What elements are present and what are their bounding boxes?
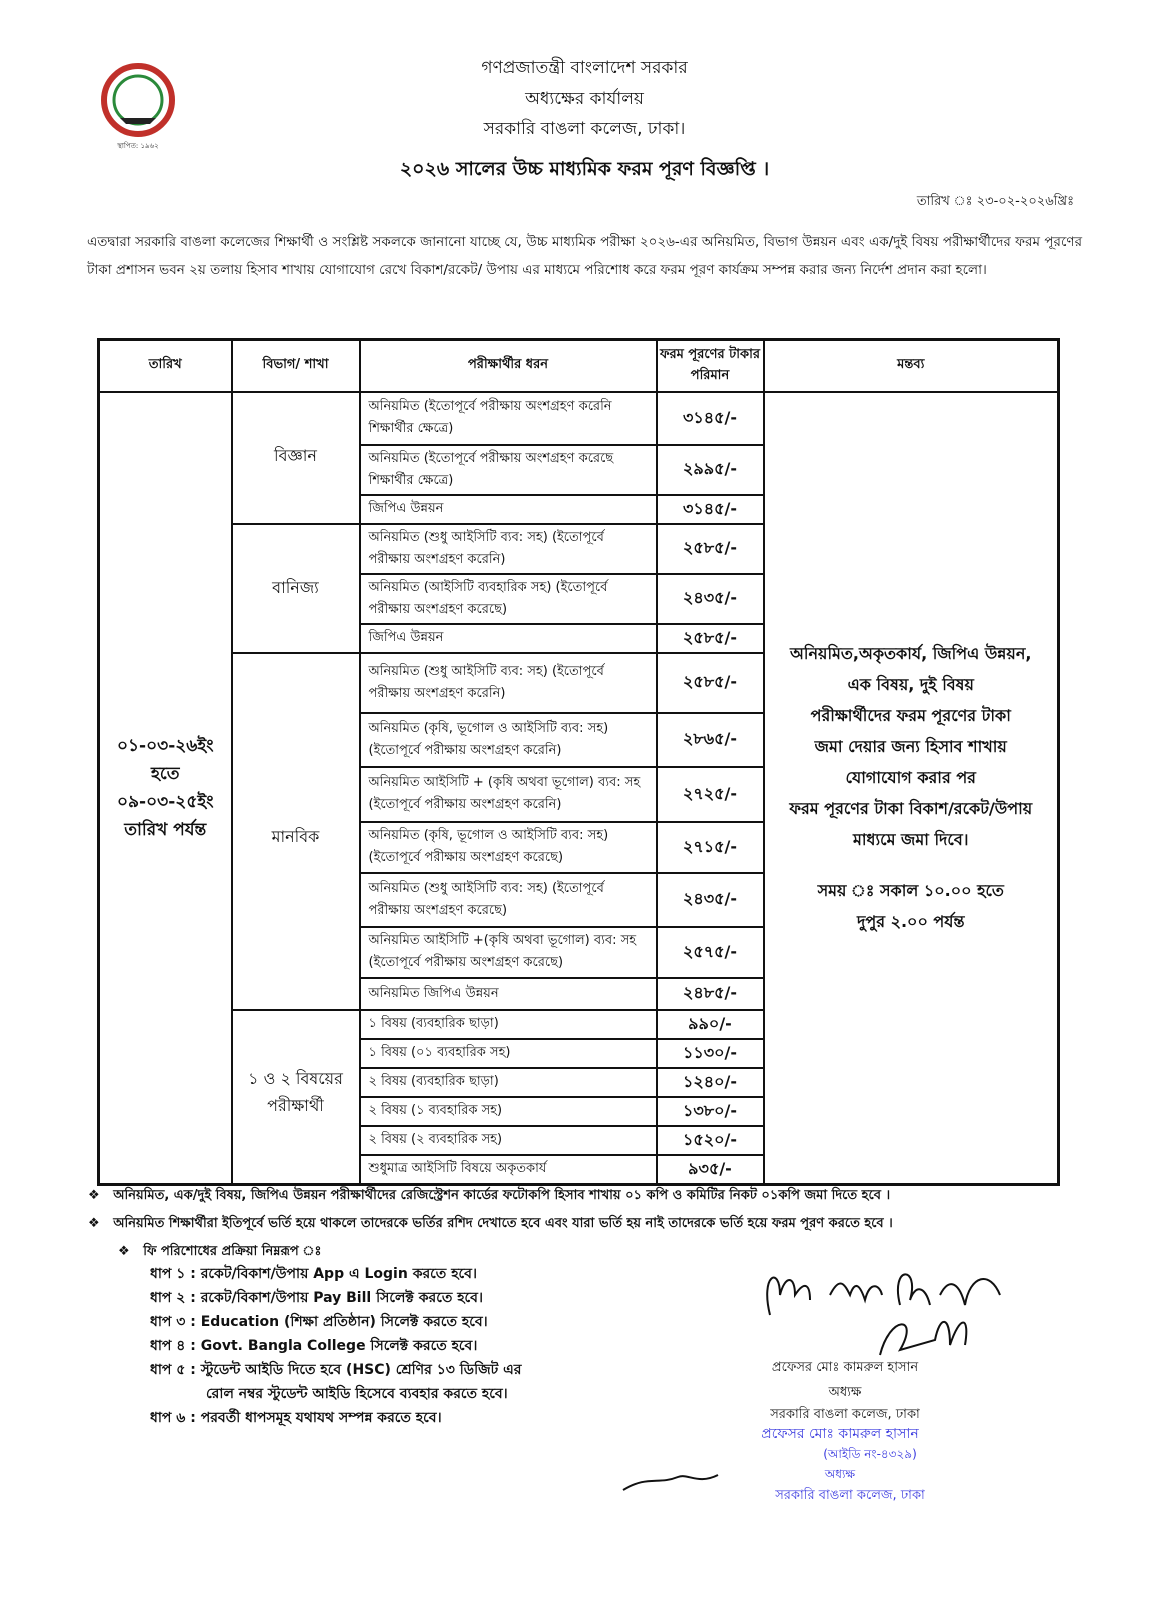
- official-stamp: [720, 1422, 960, 1507]
- college-header: সরকারি বাঙলা কলেজ, ঢাকা।: [483, 119, 686, 139]
- step: ধাপ ৩ : Education (শিক্ষা প্রতিষ্ঠান) সিলেক্ট করতে হবে।: [150, 1314, 488, 1330]
- svg-text:স্থাপিত: ১৯৬২: স্থাপিত: ১৯৬২: [117, 142, 159, 150]
- remark-line: পরীক্ষার্থীদের ফরম পূরণের টাকা: [810, 706, 1011, 725]
- remark-line: এক বিষয়, দুই বিষয়: [847, 675, 974, 694]
- amount-cell: ১২৪০/-: [657, 1068, 764, 1097]
- date-line: ০১-০৩-২৬ইং: [116, 735, 214, 756]
- examinee-type-cell: অনিয়মিত আইসিটি + (কৃষি অথবা ভূগোল) ব্যব: সহ (ইতোপূর্বে পরীক্ষায় অংশগ্রহণ করেনি): [360, 767, 657, 822]
- examinee-type-cell: অনিয়মিত (আইসিটি ব্যবহারিক সহ) (ইতোপূর্বে পরীক্ষায় অংশগ্রহণ করেছে): [360, 574, 657, 624]
- remark-line: মাধ্যমে জমা দিবে।: [853, 830, 969, 849]
- step: ধাপ ১ : রকেট/বিকাশ/উপায় App এ Login করতে হবে।: [150, 1266, 477, 1282]
- amount-cell: ২৫৭৫/-: [657, 927, 764, 978]
- examinee-type-cell: অনিয়মিত জিপিএ উন্নয়ন: [360, 978, 657, 1010]
- table-row: [99, 392, 1059, 445]
- remark-cell: [764, 392, 1059, 1185]
- amount-cell: ২৪৩৫/-: [657, 574, 764, 624]
- amount-cell: ৩১৪৫/-: [657, 392, 764, 445]
- office-header: অধ্যক্ষের কার্যালয়: [525, 89, 644, 109]
- examinee-type-cell: অনিয়মিত (কৃষি, ভূগোল ও আইসিটি ব্যব: সহ) (ইতোপূর্বে পরীক্ষায় অংশগ্রহণ করেনি): [360, 713, 657, 767]
- date-line: ০৯-০৩-২৫ইং: [116, 791, 214, 812]
- date-range-cell: [99, 392, 232, 1185]
- amount-cell: ২৭২৫/-: [657, 767, 764, 822]
- amount-cell: ১১৩০/-: [657, 1039, 764, 1068]
- column-header: তারিখ: [99, 340, 232, 392]
- amount-cell: ২৮৬৫/-: [657, 713, 764, 767]
- amount-cell: ৩১৪৫/-: [657, 495, 764, 524]
- time-line: দুপুর ২.০০ পর্যন্ত: [856, 912, 965, 931]
- step: রোল নম্বর স্টুডেন্ট আইডি হিসেবে ব্যবহার করতে হবে।: [206, 1386, 508, 1402]
- initial-signature: [618, 1455, 728, 1500]
- amount-cell: ৯৯০/-: [657, 1010, 764, 1039]
- examinee-type-cell: শুধুমাত্র আইসিটি বিষয়ে অকৃতকার্য: [360, 1155, 657, 1185]
- examinee-type-cell: অনিয়মিত (শুধু আইসিটি ব্যব: সহ) (ইতোপূর্বে পরীক্ষায় অংশগ্রহণ করেনি): [360, 653, 657, 713]
- amount-cell: ২৫৮৫/-: [657, 624, 764, 653]
- stamp-name: প্রফেসর মোঃ কামরুল হাসান: [761, 1426, 919, 1442]
- signatory-org: সরকারি বাঙলা কলেজ, ঢাকা: [770, 1407, 920, 1422]
- group-cell: বিজ্ঞান: [232, 392, 360, 524]
- amount-cell: ২৪৮৫/-: [657, 978, 764, 1010]
- note-item: ❖ অনিয়মিত শিক্ষার্থীরা ইতিপূর্বে ভর্তি হয়ে থাকলে তাদেরকে ভর্তির রশিদ দেখাতে হবে এবং যারা ভর্তি হয় নাই তাদেরকে ভর্তি হয়ে ফরম পূরণ করতে হবে ।: [88, 1216, 893, 1231]
- group-cell: ১ ও ২ বিষয়ের পরীক্ষার্থী: [232, 1010, 360, 1185]
- stamp-id: (আইডি নং-৪৩২৯): [823, 1447, 917, 1461]
- examinee-type-cell: ২ বিষয় (১ ব্যবহারিক সহ): [360, 1097, 657, 1126]
- date-line: তারিখ পর্যন্ত: [124, 819, 207, 840]
- stamp-org: সরকারি বাঙলা কলেজ, ঢাকা: [775, 1488, 925, 1503]
- notes: [88, 1182, 893, 1266]
- signatory-designation: অধ্যক্ষ: [828, 1385, 862, 1400]
- stamp-designation: অধ্যক্ষ: [824, 1467, 856, 1481]
- amount-cell: ২৫৮৫/-: [657, 653, 764, 713]
- govt-header: গণপ্রজাতন্ত্রী বাংলাদেশ সরকার: [481, 58, 688, 78]
- time-line: সময় ঃ সকাল ১০.০০ হতে: [817, 881, 1004, 900]
- amount-cell: ২৫৮৫/-: [657, 524, 764, 574]
- step: ধাপ ৬ : পরবর্তী ধাপসমূহ যথাযথ সম্পন্ন করতে হবে।: [150, 1410, 442, 1426]
- note-item: ❖ ফি পরিশোধের প্রক্রিয়া নিম্নরূপ ঃ: [118, 1244, 322, 1259]
- step: ধাপ ৪ : Govt. Bangla College সিলেক্ট করতে হবে।: [150, 1338, 478, 1354]
- examinee-type-cell: জিপিএ উন্নয়ন: [360, 495, 657, 524]
- group-cell: মানবিক: [232, 653, 360, 1010]
- examinee-type-cell: জিপিএ উন্নয়ন: [360, 624, 657, 653]
- amount-cell: ১৫২০/-: [657, 1126, 764, 1155]
- examinee-type-cell: ২ বিষয় (ব্যবহারিক ছাড়া): [360, 1068, 657, 1097]
- amount-cell: ২৯৯৫/-: [657, 445, 764, 495]
- payment-steps: [150, 1262, 521, 1430]
- amount-cell: ১৩৮০/-: [657, 1097, 764, 1126]
- column-header: ফরম পূরণের টাকার পরিমান: [657, 340, 764, 392]
- note-item: ❖ অনিয়মিত, এক/দুই বিষয়, জিপিএ উন্নয়ন পরীক্ষার্থীদের রেজিস্ট্রেশন কার্ডের ফটোকপি হিসাব শাখায় ০১ কপি ও কমিটির নিকট ০১কপি জমা দিতে হবে ।: [88, 1188, 891, 1203]
- step: ধাপ ৫ : স্টুডেন্ট আইডি দিতে হবে (HSC) শ্রেণির ১৩ ডিজিট এর: [150, 1362, 522, 1378]
- notice-date: তারিখ ঃ ২৩-০২-২০২৬খ্রিঃ: [916, 194, 1074, 209]
- examinee-type-cell: অনিয়মিত (শুধু আইসিটি ব্যব: সহ) (ইতোপূর্বে পরীক্ষায় অংশগ্রহণ করেছে): [360, 873, 657, 927]
- handwritten-signature: [750, 1255, 1030, 1365]
- column-header: মন্তব্য: [764, 340, 1059, 392]
- amount-cell: ৯৩৫/-: [657, 1155, 764, 1185]
- group-cell: বানিজ্য: [232, 524, 360, 653]
- notice-title: ২০২৬ সালের উচ্চ মাধ্যমিক ফরম পূরণ বিজ্ঞপ্তি ।: [399, 158, 770, 180]
- examinee-type-cell: ১ বিষয় (ব্যবহারিক ছাড়া): [360, 1010, 657, 1039]
- examinee-type-cell: ১ বিষয় (০১ ব্যবহারিক সহ): [360, 1039, 657, 1068]
- column-header: পরীক্ষার্থীর ধরন: [360, 340, 657, 392]
- examinee-type-cell: ২ বিষয় (২ ব্যবহারিক সহ): [360, 1126, 657, 1155]
- amount-cell: ২৭১৫/-: [657, 822, 764, 873]
- intro-paragraph: এতদ্বারা সরকারি বাঙলা কলেজের শিক্ষার্থী ও সংশ্লিষ্ট সকলকে জানানো যাচ্ছে যে, উচ্চ মাধ্যমিক পরীক্ষা ২০২৬-এর অনিয়মিত, বিভাগ উন্নয়ন এবং এক/দুই বিষয় পরীক্ষার্থীদের ফরম পূরণের টাকা প্রশাসন ভবন ২য় তলায় হিসাব শাখায় যোগাযোগ রেখে বিকাশ/রকেট/ উপায় এর মাধ্যমে পরিশোধ করে ফরম পূরণ কার্যক্রম সম্পন্ন করার জন্য নির্দেশ প্রদান করা হলো।: [87, 234, 1082, 278]
- date-line: হতে: [150, 763, 180, 784]
- fee-table: [97, 338, 1060, 1186]
- amount-cell: ২৪৩৫/-: [657, 873, 764, 927]
- examinee-type-cell: অনিয়মিত (শুধু আইসিটি ব্যব: সহ) (ইতোপূর্বে পরীক্ষায় অংশগ্রহণ করেনি): [360, 524, 657, 574]
- remark-line: যোগাযোগ করার পর: [845, 768, 976, 787]
- remark-line: অনিয়মিত,অকৃতকার্য, জিপিএ উন্নয়ন,: [790, 644, 1032, 663]
- remark-line: জমা দেয়ার জন্য হিসাব শাখায়: [814, 737, 1007, 756]
- remark-line: ফরম পূরণের টাকা বিকাশ/রকেট/উপায়: [789, 799, 1033, 818]
- examinee-type-cell: অনিয়মিত (ইতোপূর্বে পরীক্ষায় অংশগ্রহণ করেনি শিক্ষার্থীর ক্ষেত্রে): [360, 392, 657, 445]
- examinee-type-cell: অনিয়মিত (কৃষি, ভূগোল ও আইসিটি ব্যব: সহ) (ইতোপূর্বে পরীক্ষায় অংশগ্রহণ করেছে): [360, 822, 657, 873]
- examinee-type-cell: অনিয়মিত (ইতোপূর্বে পরীক্ষায় অংশগ্রহণ করেছে শিক্ষার্থীর ক্ষেত্রে): [360, 445, 657, 495]
- examinee-type-cell: অনিয়মিত আইসিটি +(কৃষি অথবা ভূগোল) ব্যব: সহ (ইতোপূর্বে পরীক্ষায় অংশগ্রহণ করেছে): [360, 927, 657, 978]
- signatory-name: প্রফেসর মোঃ কামরুল হাসান: [771, 1360, 919, 1375]
- step: ধাপ ২ : রকেট/বিকাশ/উপায় Pay Bill সিলেক্ট করতে হবে।: [150, 1290, 483, 1306]
- column-header: বিভাগ/ শাখা: [232, 340, 360, 392]
